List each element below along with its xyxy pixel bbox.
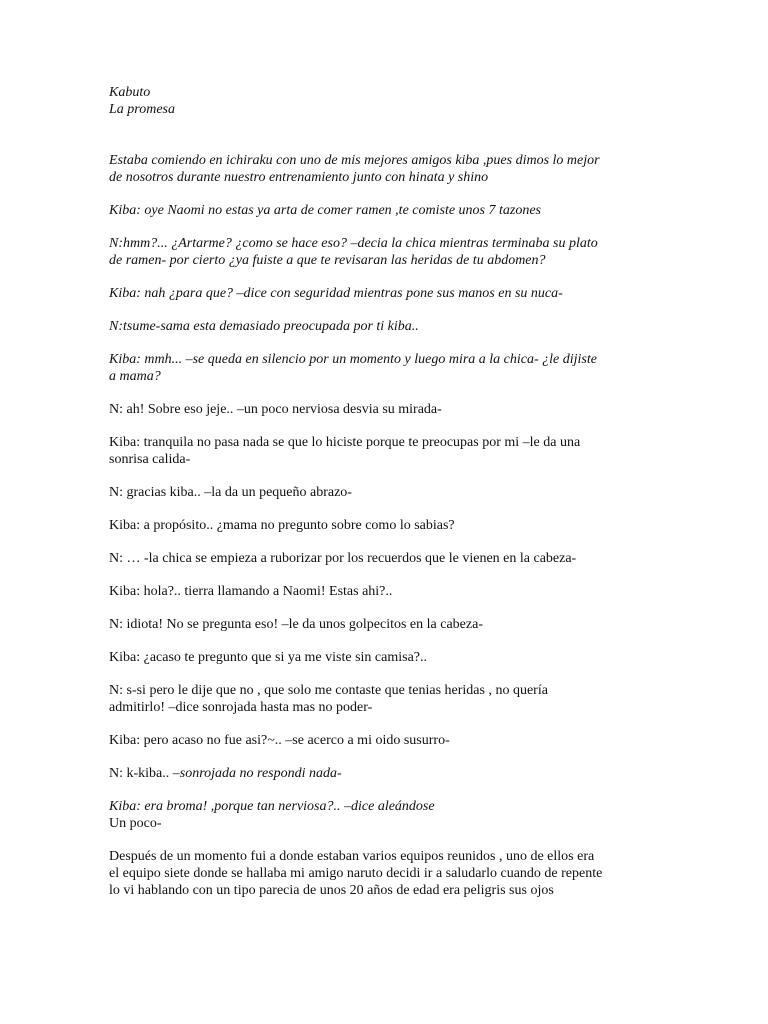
document-title: La promesa — [109, 102, 175, 117]
text-italic-part: sonrojada no respondi nada- — [179, 766, 342, 781]
text-line: N:hmm?... ¿Artarme? ¿como se hace eso? –decia la chica mientras terminaba su plato — [109, 236, 598, 251]
text-line: Después de un momento fui a donde estaban varios equipos reunidos , uno de ellos era — [109, 849, 595, 864]
paragraph — [109, 152, 669, 186]
text-line: Kiba: oye Naomi no estas ya arta de comer ramen ,te comiste unos 7 tazones — [109, 203, 541, 218]
paragraph — [109, 732, 669, 749]
text-line: Kiba: tranquila no pasa nada se que lo hiciste porque te preocupas por mi –le da una — [109, 435, 581, 450]
paragraph — [109, 798, 669, 832]
text-line-mixed — [109, 765, 669, 782]
text-normal-part: N: k-kiba.. – — [109, 766, 180, 781]
paragraph — [109, 285, 669, 302]
text-line: N: gracias kiba.. –la da un pequeño abrazo- — [109, 485, 352, 500]
text-line: Estaba comiendo en ichiraku con uno de mis mejores amigos kiba ,pues dimos lo mejor — [109, 153, 600, 168]
text-line: el equipo siete donde se hallaba mi amigo naruto decidi ir a saludarlo cuando de repente — [109, 866, 603, 881]
text-line: de ramen- por cierto ¿ya fuiste a que te revisaran las heridas de tu abdomen? — [109, 253, 546, 268]
document-heading — [109, 84, 669, 118]
paragraph — [109, 682, 669, 716]
paragraph — [109, 434, 669, 468]
text-line: N: … -la chica se empieza a ruborizar por los recuerdos que le vienen en la cabeza- — [109, 551, 577, 566]
document-page — [109, 84, 669, 915]
text-line: N: s-si pero le dije que no , que solo me contaste que tenias heridas , no quería — [109, 683, 548, 698]
text-line: Kiba: nah ¿para que? –dice con seguridad mientras pone sus manos en su nuca- — [109, 286, 563, 301]
paragraph — [109, 484, 669, 501]
text-line: de nosotros durante nuestro entrenamiento junto con hinata y shino — [109, 170, 489, 185]
text-line: Kiba: pero acaso no fue asi?~.. –se acerco a mi oido susurro- — [109, 733, 450, 748]
paragraph — [109, 235, 669, 269]
paragraph — [109, 616, 669, 633]
text-line: N:tsume-sama esta demasiado preocupada por ti kiba.. — [109, 319, 419, 334]
text-line: Un poco- — [109, 816, 162, 831]
paragraph — [109, 517, 669, 534]
paragraph — [109, 583, 669, 600]
paragraph — [109, 351, 669, 385]
paragraph — [109, 550, 669, 567]
document-author: Kabuto — [109, 85, 151, 100]
paragraph — [109, 318, 669, 335]
text-line: Kiba: era broma! ,porque tan nerviosa?.. –dice aleándose — [109, 799, 435, 814]
paragraph — [109, 401, 669, 418]
paragraph — [109, 649, 669, 666]
text-line: Kiba: ¿acaso te pregunto que si ya me viste sin camisa?.. — [109, 650, 428, 665]
text-line: Kiba: mmh... –se queda en silencio por un momento y luego mira a la chica- ¿le dijiste — [109, 352, 597, 367]
text-line: sonrisa calida- — [109, 452, 191, 467]
text-line: Kiba: hola?.. tierra llamando a Naomi! Estas ahi?.. — [109, 584, 393, 599]
text-line: N: idiota! No se pregunta eso! –le da unos golpecitos en la cabeza- — [109, 617, 483, 632]
text-line: Kiba: a propósito.. ¿mama no pregunto sobre como lo sabias? — [109, 518, 455, 533]
text-line: a mama? — [109, 369, 161, 384]
text-line: N: ah! Sobre eso jeje.. –un poco nerviosa desvia su mirada- — [109, 402, 442, 417]
text-line: admitirlo! –dice sonrojada hasta mas no poder- — [109, 700, 373, 715]
paragraph — [109, 848, 669, 899]
paragraph — [109, 765, 669, 782]
paragraph — [109, 202, 669, 219]
text-line: lo vi hablando con un tipo parecia de unos 20 años de edad era peligris sus ojos — [109, 883, 554, 898]
